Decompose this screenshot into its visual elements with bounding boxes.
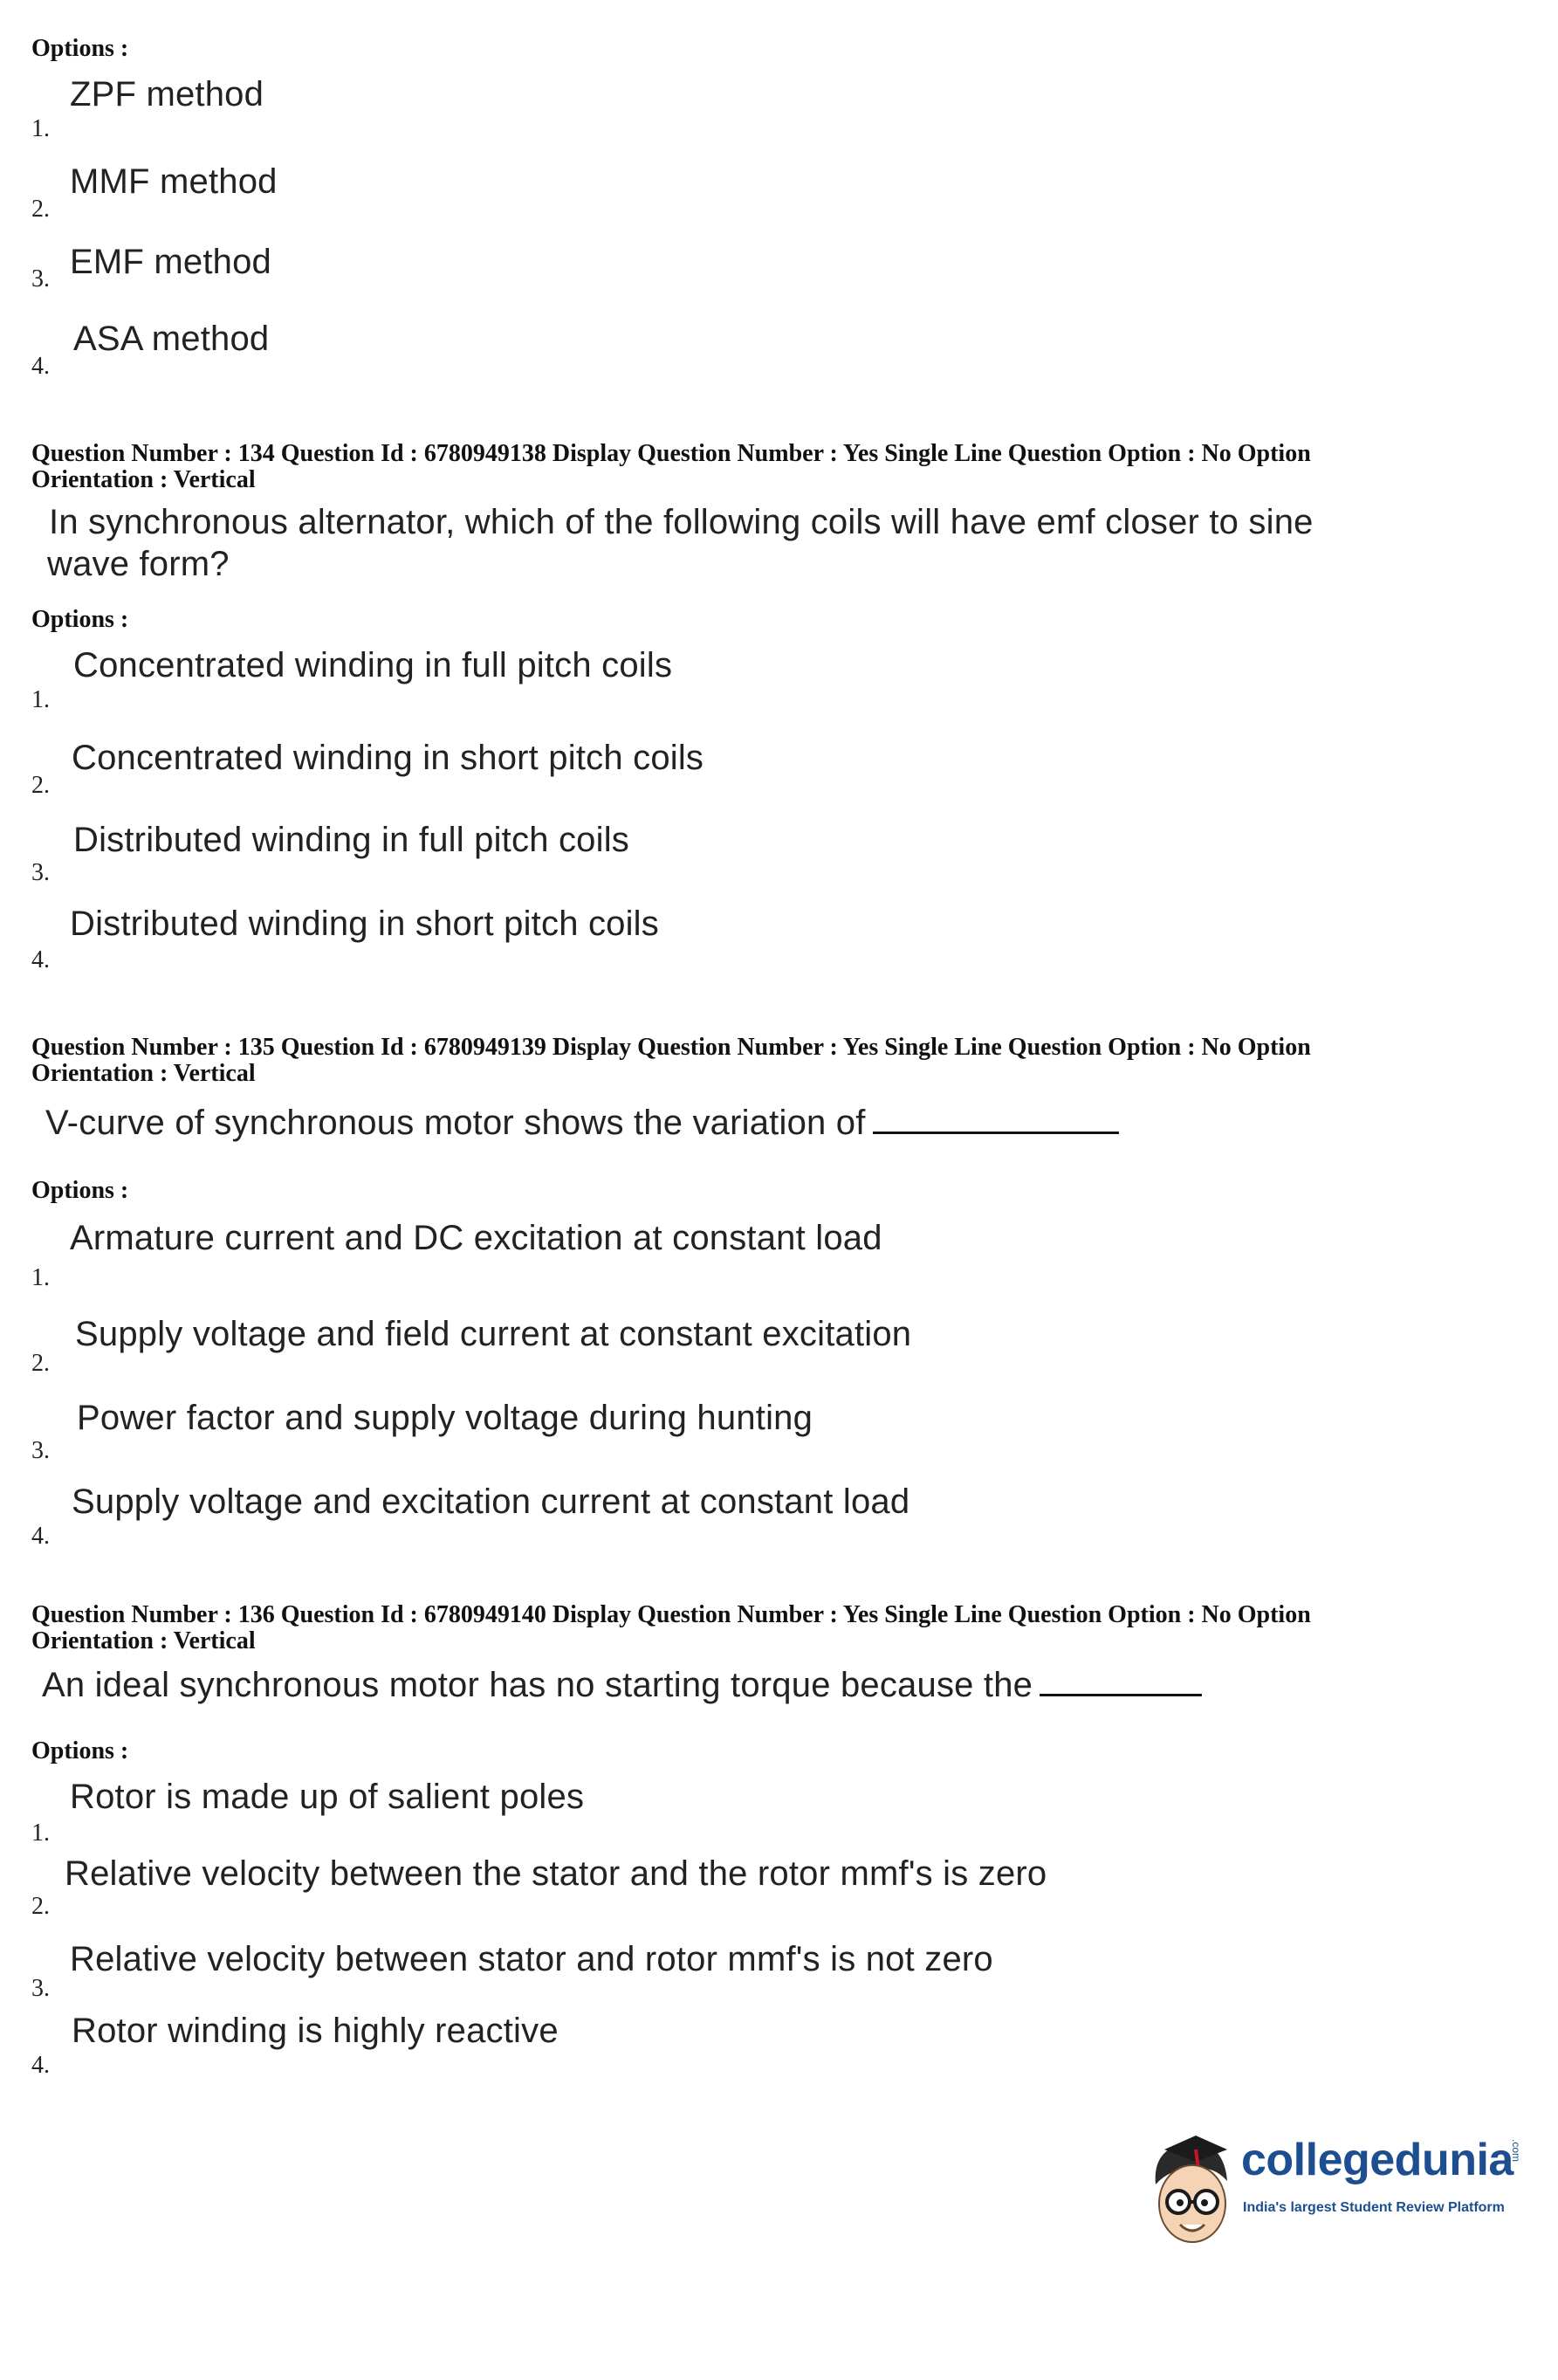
question-meta: Question Number : 134 Question Id : 6780949138 Display Question Number : Yes Single Line Question Option : No Option xyxy=(31,440,1311,467)
option-text: Rotor is made up of salient poles xyxy=(70,1778,585,1816)
option-number: 2. xyxy=(31,1893,50,1920)
option-text: Power factor and supply voltage during hunting xyxy=(77,1399,813,1437)
question-text-content: An ideal synchronous motor has no starting torque because the xyxy=(42,1666,1033,1704)
option-text: ZPF method xyxy=(70,75,264,113)
option-text: Supply voltage and excitation current at constant load xyxy=(72,1482,910,1521)
option-number: 4. xyxy=(31,353,50,380)
option-number: 3. xyxy=(31,1437,50,1464)
option-number: 4. xyxy=(31,1523,50,1550)
answer-blank xyxy=(1040,1668,1202,1696)
question-meta: Question Number : 136 Question Id : 6780949140 Display Question Number : Yes Single Line Question Option : No Option xyxy=(31,1601,1311,1628)
option-number: 2. xyxy=(31,1350,50,1377)
brand-tagline: India's largest Student Review Platform xyxy=(1243,2200,1505,2215)
option-text: Armature current and DC excitation at constant load xyxy=(70,1219,882,1257)
question-meta-orientation: Orientation : Vertical xyxy=(31,1627,256,1654)
option-text: ASA method xyxy=(73,320,270,358)
question-text-continued: wave form? xyxy=(47,545,230,583)
option-text: Concentrated winding in full pitch coils xyxy=(73,646,673,684)
option-text: Supply voltage and field current at constant excitation xyxy=(75,1315,912,1353)
question-meta: Question Number : 135 Question Id : 6780949139 Display Question Number : Yes Single Line Question Option : No Option xyxy=(31,1034,1311,1061)
option-text: Relative velocity between the stator and the rotor mmf's is zero xyxy=(65,1854,1047,1893)
option-number: 1. xyxy=(31,686,50,713)
option-text: Concentrated winding in short pitch coils xyxy=(72,739,704,777)
option-number: 2. xyxy=(31,772,50,799)
brand-name: collegedunia xyxy=(1241,2135,1513,2185)
answer-blank xyxy=(873,1105,1119,1134)
option-number: 3. xyxy=(31,859,50,886)
option-text: EMF method xyxy=(70,243,271,281)
option-text: Relative velocity between stator and rotor mmf's is not zero xyxy=(70,1940,993,1978)
question-meta-orientation: Orientation : Vertical xyxy=(31,1060,256,1087)
question-meta-orientation: Orientation : Vertical xyxy=(31,466,256,493)
option-number: 1. xyxy=(31,1819,50,1847)
collegedunia-logo xyxy=(1143,2130,1527,2261)
option-text: Distributed winding in full pitch coils xyxy=(73,821,629,859)
option-text: MMF method xyxy=(70,162,278,201)
options-label: Options : xyxy=(31,1737,129,1764)
options-label: Options : xyxy=(31,1177,129,1204)
brand-suffix: .com xyxy=(1510,2139,1522,2163)
option-number: 1. xyxy=(31,115,50,142)
options-label: Options : xyxy=(31,35,129,62)
options-label: Options : xyxy=(31,606,129,633)
option-number: 4. xyxy=(31,946,50,973)
option-number: 2. xyxy=(31,196,50,223)
option-number: 3. xyxy=(31,1975,50,2002)
option-number: 3. xyxy=(31,265,50,292)
option-number: 1. xyxy=(31,1264,50,1291)
question-text-content: V-curve of synchronous motor shows the variation of xyxy=(45,1104,866,1142)
question-text xyxy=(45,1102,1477,1144)
option-number: 4. xyxy=(31,2052,50,2079)
option-text: Rotor winding is highly reactive xyxy=(72,2012,559,2050)
question-text xyxy=(42,1664,1473,1706)
question-text: In synchronous alternator, which of the following coils will have emf closer to sine xyxy=(49,503,1314,541)
option-text: Distributed winding in short pitch coils xyxy=(70,905,659,943)
student-mascot-icon xyxy=(1143,2130,1239,2261)
